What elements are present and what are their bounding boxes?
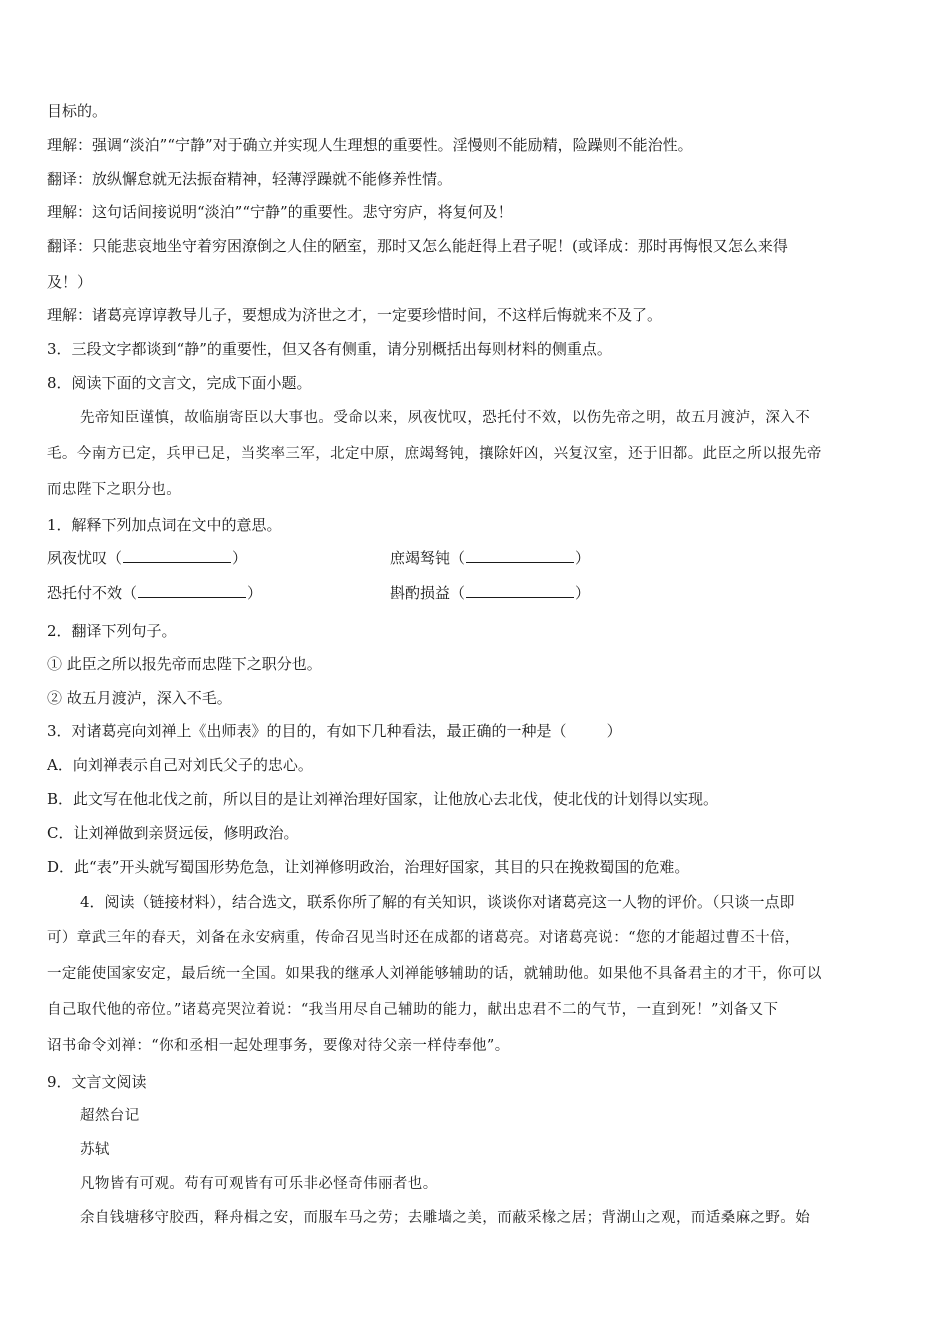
link-material-line: 可）章武三年的春天，刘备在永安病重，传命召见当时还在成都的诸葛亮。对诸葛亮说：“您的才能超过曹丕十倍， (47, 930, 800, 946)
link-material-line: 一定能使国家安定，最后统一全国。如果我的继承人刘禅能够辅助的话，就辅助他。如果他不具备君主的才干，你可以 (47, 966, 822, 982)
essay-title: 超然台记 (80, 1108, 140, 1124)
fill-item: 恐托付不效（ ） (47, 584, 263, 602)
fill-item: 庶竭驽钝（ ） (390, 549, 591, 567)
option-b: B．此文写在他北伐之前，所以目的是让刘禅治理好国家，让他放心去北伐，使北伐的计划得以实现。 (47, 790, 719, 808)
sub-question-3-title: 3．对诸葛亮向刘禅上《出师表》的目的，有如下几种看法，最正确的一种是（ ） (47, 722, 622, 740)
option-d: D．此“表”开头就写蜀国形势危急，让刘禅修明政治，治理好国家，其目的只在挽救蜀国的危难。 (47, 858, 690, 876)
fill-item: 斟酌损益（ ） (390, 584, 591, 602)
answer-blank[interactable] (466, 583, 574, 598)
answer-blank[interactable] (138, 583, 246, 598)
sub-question-4: 4．阅读（链接材料），结合选文，联系你所了解的有关知识，谈谈你对诸葛亮这一人物的评价。（只谈一点即 (80, 893, 795, 911)
text-line: 理解：强调“淡泊”“宁静”对于确立并实现人生理想的重要性。淫慢则不能励精，险躁则不能治性。 (47, 136, 693, 154)
option-c: C．让刘禅做到亲贤远佞，修明政治。 (47, 824, 299, 842)
translate-sentence: ② 故五月渡泸，深入不毛。 (47, 689, 232, 707)
passage-line: 而忠陛下之职分也。 (47, 482, 182, 498)
option-a: A．向刘禅表示自己对刘氏父子的忠心。 (47, 756, 313, 774)
passage-line: 先帝知臣谨慎，故临崩寄臣以大事也。受命以来，夙夜忧叹，恐托付不效，以伤先帝之明，故五月渡泸，深入不 (80, 410, 811, 426)
text-line: 翻译：只能悲哀地坐守着穷困潦倒之人住的陋室，那时又怎么能赶得上君子呢！(或译成：那时再悔恨又怎么来得 (47, 237, 788, 255)
translate-sentence: ① 此臣之所以报先帝而忠陛下之职分也。 (47, 655, 322, 673)
text-line: 及！） (47, 273, 93, 291)
text-line: 翻译：放纵懈怠就无法振奋精神，轻薄浮躁就不能修养性情。 (47, 170, 453, 188)
text-line: 目标的。 (47, 102, 108, 120)
link-material-line: 诏书命令刘禅：“你和丞相一起处理事务，要像对待父亲一样侍奉他”。 (47, 1038, 510, 1054)
question-8-title: 8．阅读下面的文言文，完成下面小题。 (47, 374, 312, 392)
question-9-title: 9．文言文阅读 (47, 1073, 147, 1091)
answer-blank[interactable] (123, 548, 231, 563)
essay-paragraph: 余自钱塘移守胶西，释舟楫之安，而服车马之劳；去雕墙之美，而蔽采椽之居；背湖山之观，而适桑麻之野。始 (80, 1210, 811, 1226)
sub-question-2-title: 2．翻译下列句子。 (47, 622, 177, 640)
essay-paragraph: 凡物皆有可观。苟有可观皆有可乐非必怪奇伟丽者也。 (80, 1176, 438, 1192)
link-material-line: 自己取代他的帝位。”诸葛亮哭泣着说：“我当用尽自己辅助的能力，献出忠君不二的气节，一直到死！”刘备又下 (47, 1002, 779, 1018)
passage-line: 毛。今南方已定，兵甲已足，当奖率三军，北定中原，庶竭驽钝，攘除奸凶，兴复汉室，还于旧都。此臣之所以报先帝 (47, 446, 822, 462)
text-line: 理解：诸葛亮谆谆教导儿子，要想成为济世之才，一定要珍惜时间，不这样后悔就来不及了。 (47, 306, 663, 324)
sub-question-1-title: 1．解释下列加点词在文中的意思。 (47, 516, 282, 534)
text-line: 理解：这句话间接说明“淡泊”“宁静”的重要性。悲守穷庐，将复何及！ (47, 203, 513, 221)
answer-blank[interactable] (466, 548, 574, 563)
essay-author: 苏轼 (80, 1142, 110, 1158)
question-3-prompt: 3．三段文字都谈到“静”的重要性，但又各有侧重，请分别概括出每则材料的侧重点。 (47, 340, 612, 358)
fill-item: 夙夜忧叹（ ） (47, 549, 248, 567)
